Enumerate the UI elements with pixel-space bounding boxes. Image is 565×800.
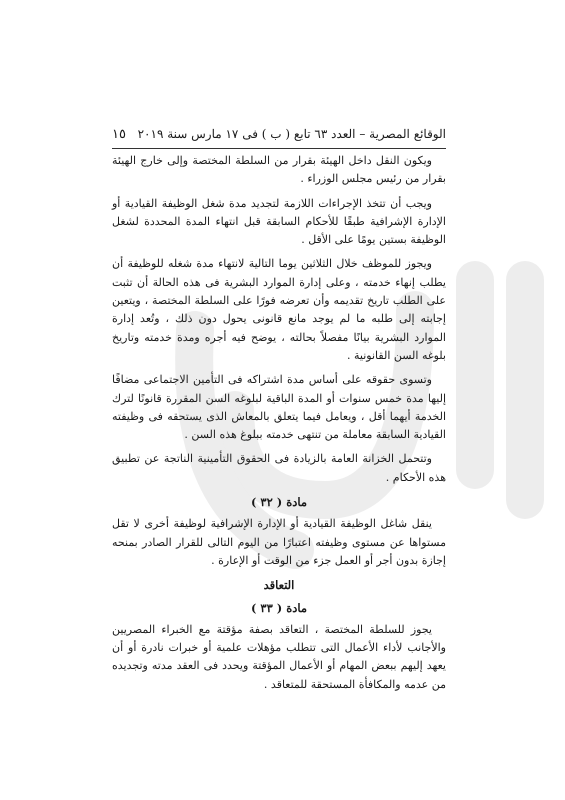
document-body: [112, 152, 446, 700]
paragraph-transfer: ويكون النقل داخل الهيئة بقرار من السلطة المختصة وإلى خارج الهيئة بقرار من رئيس مجلس الوزراء .: [112, 154, 446, 186]
paragraph-treasury: وتتحمل الخزانة العامة بالزيادة فى الحقوق التأمينية الناتجة عن تطبيق هذه الأحكام .: [112, 452, 446, 484]
paragraph-settlement: وتسوى حقوقه على أساس مدة اشتراكه فى التأمين الاجتماعى مضافًا إليها مدة خمس سنوات أو المدة الباقية لبلوغه السن المقررة قانونًا لترك الخدمة أيهما أقل ، ويعامل فيما يتعلق بالمعاش الذى يستحقه فى وظيفته القيادية السابقة معاملة من تنتهى خدمته ببلوغ هذه السن .: [112, 373, 446, 442]
paragraph-article-32: ينقل شاغل الوظيفة القيادية أو الإدارة الإشرافية لوظيفة أخرى لا تقل مستواها عن مستوى وظيفته اعتبارًا من اليوم التالى للقرار الصادر بمنحه إجازة بدون أجر أو العمل جزء من الوقت أو الإعارة .: [112, 517, 446, 567]
header-divider: [112, 148, 446, 149]
paragraph-resignation: ويجوز للموظف خلال الثلاثين يوما التالية لانتهاء مدة شغله للوظيفة أن يطلب إنهاء خدمته ، وعلى إدارة الموارد البشرية فى هذه الحالة أن تثبت على الطلب تاريخ تقديمه وأن تعرضه فورًا على السلطة المختصة ، ويتعين إجابته إلى طلبه ما لم يوجد مانع قانونى يحول دون ذلك ، وتُعد إدارة الموارد البشرية بيانًا مفصلاً بحالته ، يوضح فيه أجره ومدة خدمته وتاريخ بلوغه السن القانونية .: [112, 257, 446, 362]
page-number: ١٥: [112, 127, 126, 142]
paragraph-renewal: ويجب أن تتخذ الإجراءات اللازمة لتجديد مدة شغل الوظيفة القيادية أو الإدارة الإشرافية طبقًا للأحكام السابقة قبل انتهاء المدة المحددة لشغل الوظيفة بستين يومًا على الأقل .: [112, 196, 446, 247]
article-32-heading: مادة ( ٣٢ ): [250, 495, 308, 510]
section-heading-contracting: التعاقد: [263, 578, 295, 593]
gazette-issue-title: الوقائع المصرية – العدد ٦٣ تابع ( ب ) فى ١٧ مارس سنة ٢٠١٩: [137, 127, 446, 141]
page-header: [112, 127, 446, 147]
paragraph-article-33: يجوز للسلطة المختصة ، التعاقد بصفة مؤقتة مع الخبراء المصريين والأجانب لأداء الأعمال التى تتطلب مؤهلات علمية أو خبرات نادرة أو أن يعهد إليهم ببعض المهام أو الأعمال المؤقتة ويحدد فى العقد مدته وتجديده من عدمه والمكافأة المستحقة للمتعاقد .: [112, 622, 446, 691]
article-33-heading: مادة ( ٣٣ ): [250, 600, 308, 615]
